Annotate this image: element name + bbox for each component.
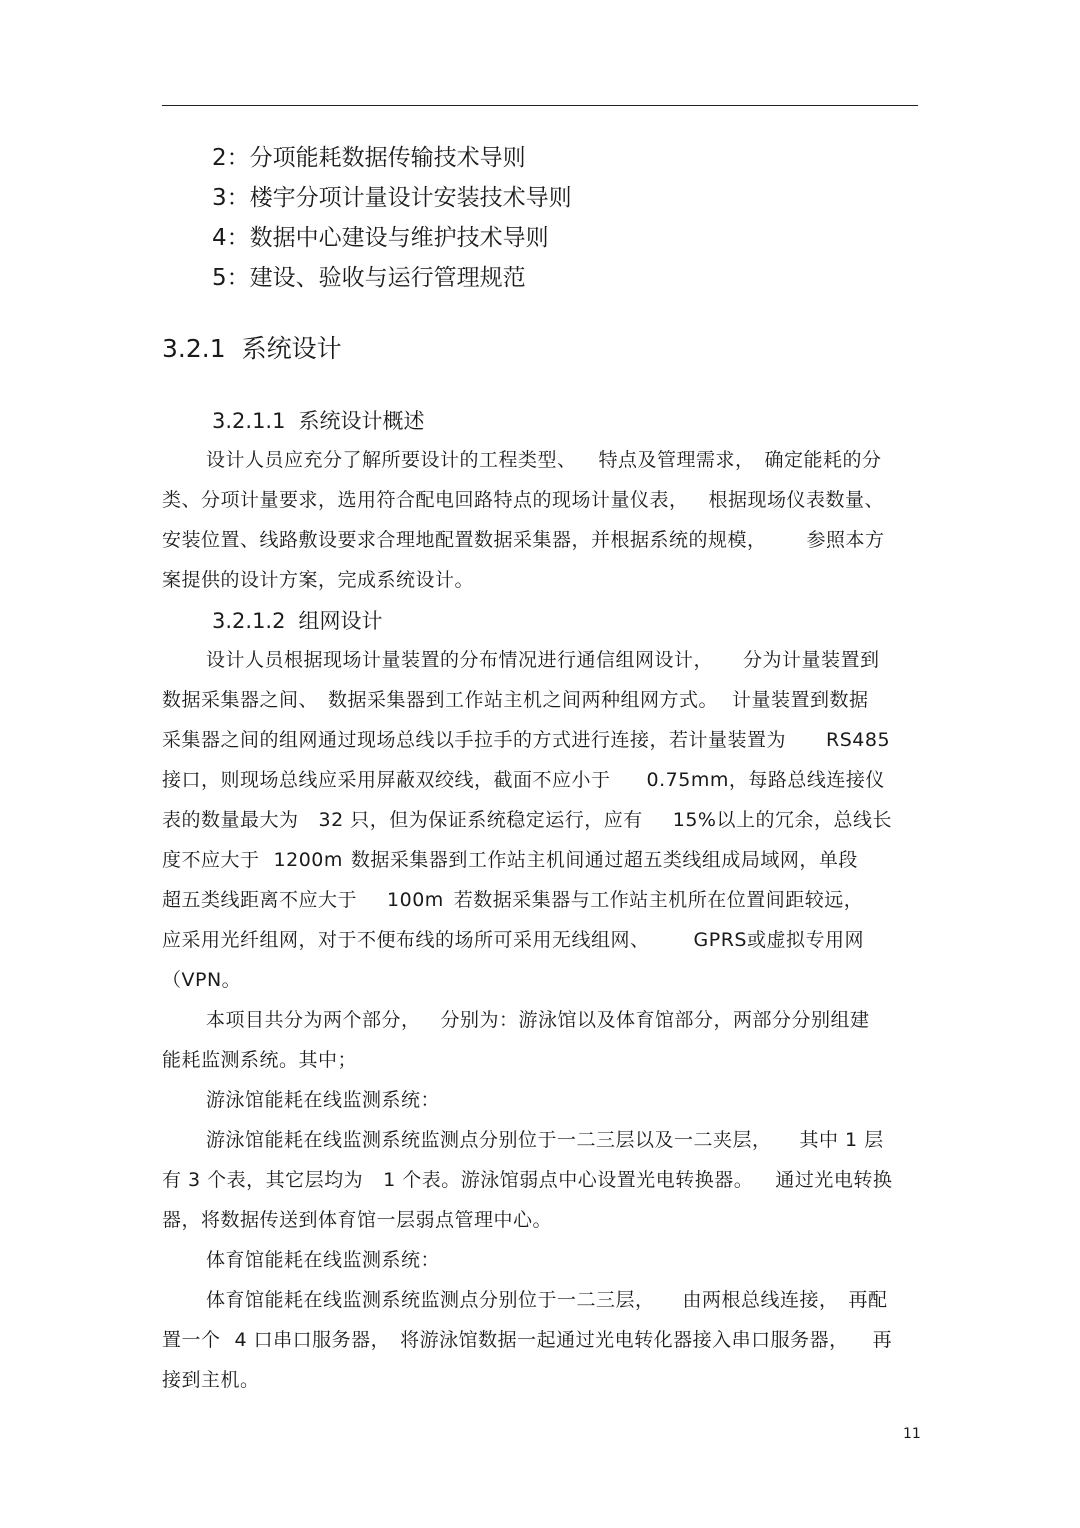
paragraph-line <box>206 451 882 470</box>
paragraph-line <box>162 531 885 550</box>
text-run: 由两根总线连接， <box>682 1289 839 1311</box>
text-run: 计量装置到数据 <box>732 689 869 711</box>
paragraph-line <box>162 811 892 830</box>
text-run: RS485 <box>826 729 891 751</box>
text-run: GPRS或虚拟专用网 <box>693 929 864 951</box>
text-run: 本项目共分为两个部分， <box>206 1009 421 1031</box>
text-run: 其中 1 层 <box>799 1129 884 1151</box>
text-run: 游泳馆能耗在线监测系统监测点分别位于一二三层以及一二夹层， <box>206 1129 772 1151</box>
subsection-title: 组网设计 <box>298 609 383 633</box>
section-number: 3.2.1 <box>162 334 226 363</box>
text-run: 置一个 <box>162 1329 221 1351</box>
paragraph-line <box>162 491 884 510</box>
text-run: 设计人员应充分了解所要设计的工程类型、 <box>206 449 577 471</box>
text-run: 度不应大于 <box>162 849 260 871</box>
section-title: 系统设计 <box>241 334 342 363</box>
text-run: 100m <box>387 889 444 911</box>
paragraph-line <box>162 851 858 870</box>
text-run: 再配 <box>848 1289 888 1311</box>
paragraph-line <box>206 1131 884 1150</box>
text-run: 有 3 个表，其它层均为 <box>162 1169 364 1191</box>
text-run: 0.75mm，每路总线连接仪 <box>646 769 885 791</box>
text-run: 确定能耗的分 <box>764 449 882 471</box>
subsection-heading <box>212 411 424 432</box>
paragraph-line <box>162 891 863 910</box>
subsection-number: 3.2.1.1 <box>212 409 286 433</box>
subsection-title: 系统设计概述 <box>298 409 425 433</box>
text-run: 设计人员根据现场计量装置的分布情况进行通信组网设计， <box>206 649 714 671</box>
text-run: 32 只，但为保证系统稳定运行，应有 <box>318 809 643 831</box>
paragraph-line <box>162 771 885 790</box>
paragraph-line: 能耗监测系统。其中； <box>162 1049 358 1071</box>
subsection-label: 体育馆能耗在线监测系统： <box>206 1249 441 1271</box>
text-run: 特点及管理需求， <box>598 449 755 471</box>
paragraph-line <box>162 1331 892 1350</box>
section-heading <box>162 336 342 361</box>
text-run: 体育馆能耗在线监测系统监测点分别位于一二三层， <box>206 1289 655 1311</box>
paragraph-line: （VPN。 <box>162 969 242 991</box>
text-run: 超五类线距离不应大于 <box>162 889 358 911</box>
header-rule <box>162 105 918 106</box>
paragraph-line <box>206 651 880 670</box>
text-run: 安装位置、线路敷设要求合理地配置数据采集器，并根据系统的规模， <box>162 529 767 551</box>
text-run: 若数据采集器与工作站主机所在位置间距较远， <box>453 889 864 911</box>
text-run: 1200m <box>273 849 343 871</box>
text-run: 分别为：游泳馆以及体育馆部分，两部分分别组建 <box>440 1009 870 1031</box>
paragraph-line <box>162 1171 892 1190</box>
text-run: 表的数量最大为 <box>162 809 299 831</box>
paragraph-line <box>206 1291 888 1310</box>
paragraph-line: 接到主机。 <box>162 1369 260 1391</box>
text-run: 数据采集器到工作站主机间通过超五类线组成局域网，单段 <box>350 849 858 871</box>
paragraph-line: 器，将数据传送到体育馆一层弱点管理中心。 <box>162 1209 553 1231</box>
list-item: 3：楼宇分项计量设计安装技术导则 <box>212 185 572 211</box>
text-run: 类、分项计量要求，选用符合配电回路特点的现场计量仪表， <box>162 489 689 511</box>
list-item: 2：分项能耗数据传输技术导则 <box>212 145 526 171</box>
paragraph-line: 案提供的设计方案，完成系统设计。 <box>162 569 475 591</box>
subsection-label: 游泳馆能耗在线监测系统： <box>206 1089 441 1111</box>
text-run: 接口，则现场总线应采用屏蔽双绞线，截面不应小于 <box>162 769 611 791</box>
text-run: 将游泳馆数据一起通过光电转化器接入串口服务器， <box>400 1329 849 1351</box>
text-run: 4 口串口服务器， <box>234 1329 391 1351</box>
text-run: 数据采集器之间、 <box>162 689 319 711</box>
subsection-number: 3.2.1.2 <box>212 609 286 633</box>
text-run: 应采用光纤组网，对于不便布线的场所可采用无线组网、 <box>162 929 650 951</box>
subsection-heading <box>212 611 382 632</box>
text-run: 数据采集器到工作站主机之间两种组网方式。 <box>328 689 719 711</box>
text-run: 15%以上的冗余，总线长 <box>672 809 892 831</box>
list-item: 5：建设、验收与运行管理规范 <box>212 265 526 291</box>
text-run: 采集器之间的组网通过现场总线以手拉手的方式进行连接，若计量装置为 <box>162 729 787 751</box>
paragraph-line <box>162 931 864 950</box>
text-run: 参照本方 <box>806 529 885 551</box>
list-item: 4：数据中心建设与维护技术导则 <box>212 225 549 251</box>
paragraph-line <box>206 1011 870 1030</box>
text-run: 分为计量装置到 <box>743 649 880 671</box>
page-number: 11 <box>903 1426 921 1442</box>
text-run: 1 个表。游泳馆弱点中心设置光电转换器。 <box>383 1169 754 1191</box>
text-run: 通过光电转换 <box>775 1169 893 1191</box>
text-run: 根据现场仪表数量、 <box>708 489 885 511</box>
paragraph-line <box>162 691 869 710</box>
paragraph-line <box>162 731 890 750</box>
text-run: 再 <box>872 1329 893 1351</box>
